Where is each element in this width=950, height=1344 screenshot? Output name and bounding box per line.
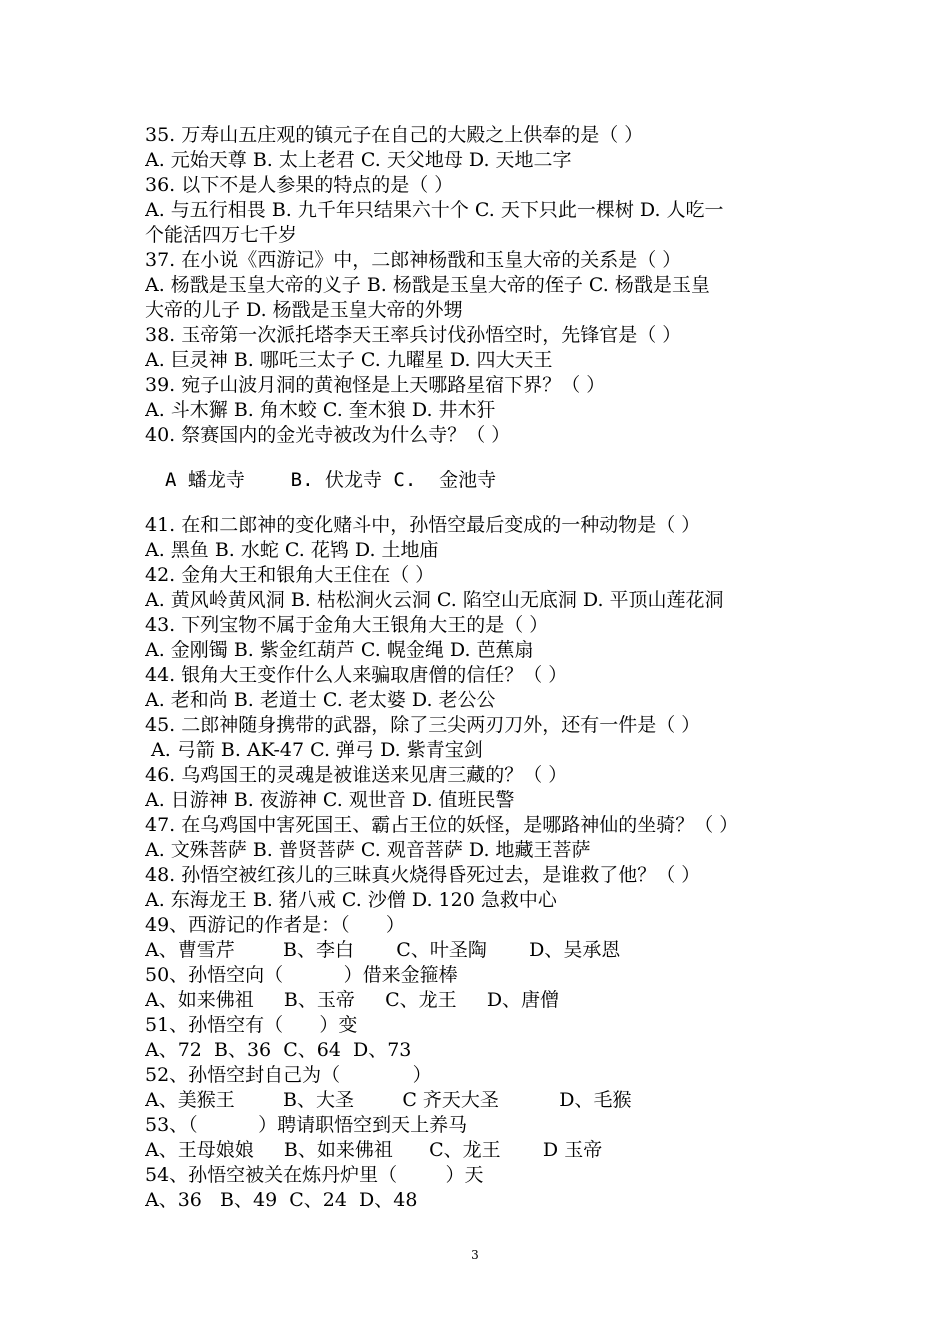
text-line: 38. 玉帝第一次派托塔李天王率兵讨伐孙悟空时，先锋官是（ ） — [145, 324, 682, 346]
text-line: 44. 银角大王变作什么人来骗取唐僧的信任？（ ） — [145, 664, 568, 686]
text-line: A、王母娘娘 B、如来佛祖 C、龙王 D 玉帝 — [145, 1139, 603, 1161]
questions-35-40 — [145, 123, 815, 448]
question-40-options: A 蟠龙寺 B. 伏龙寺 C. 金池寺 — [165, 469, 497, 491]
text-line: 40. 祭赛国内的金光寺被改为什么寺？（ ） — [145, 424, 511, 446]
text-line: 35. 万寿山五庄观的镇元子在自己的大殿之上供奉的是（ ） — [145, 124, 644, 146]
text-line: 53、（ ）聘请职悟空到天上养马 — [145, 1114, 468, 1136]
text-line: 46. 乌鸡国王的灵魂是被谁送来见唐三藏的？（ ） — [145, 764, 568, 786]
text-line: 大帝的儿子 D. 杨戬是玉皇大帝的外甥 — [145, 299, 463, 321]
text-line: A、美猴王 B、大圣 C 齐天大圣 D、毛猴 — [145, 1089, 632, 1111]
text-line: 50、孙悟空向（ ）借来金箍棒 — [145, 964, 458, 986]
text-line: A. 黄风岭黄风洞 B. 枯松涧火云洞 C. 陷空山无底洞 D. 平顶山莲花洞 — [145, 589, 724, 611]
text-line: 47. 在乌鸡国中害死国王、霸占王位的妖怪，是哪路神仙的坐骑？（ ） — [145, 814, 739, 836]
text-line: A. 弓箭 B. AK-47 C. 弹弓 D. 紫青宝剑 — [145, 739, 483, 761]
text-line: 39. 宛子山波月洞的黄袍怪是上天哪路星宿下界？（ ） — [145, 374, 606, 396]
text-line: 36. 以下不是人参果的特点的是（ ） — [145, 174, 454, 196]
text-line: A. 日游神 B. 夜游神 C. 观世音 D. 值班民警 — [145, 789, 515, 811]
text-line: 54、孙悟空被关在炼丹炉里（ ）天 — [145, 1164, 484, 1186]
text-line: A. 与五行相畏 B. 九千年只结果六十个 C. 天下只此一棵树 D. 人吃一 — [145, 199, 724, 221]
questions-41-54 — [145, 513, 815, 1213]
text-line: 个能活四万七千岁 — [145, 224, 298, 246]
text-line: 45. 二郎神随身携带的武器，除了三尖两刃刀外，还有一件是（ ） — [145, 714, 701, 736]
text-line: A、如来佛祖 B、玉帝 C、龙王 D、唐僧 — [145, 989, 560, 1011]
text-line: 52、孙悟空封自己为（ ） — [145, 1064, 432, 1086]
text-line: A. 黑鱼 B. 水蛇 C. 花鸨 D. 土地庙 — [145, 539, 439, 561]
text-line: A. 老和尚 B. 老道士 C. 老太婆 D. 老公公 — [145, 689, 496, 711]
text-line: A. 元始天尊 B. 太上老君 C. 天父地母 D. 天地二字 — [145, 149, 572, 171]
text-line: A. 杨戬是玉皇大帝的义子 B. 杨戬是玉皇大帝的侄子 C. 杨戬是玉皇 — [145, 274, 710, 296]
document-body — [145, 123, 815, 1213]
text-line: A. 金刚镯 B. 紫金红葫芦 C. 幌金绳 D. 芭蕉扇 — [145, 639, 534, 661]
page-number: 3 — [471, 1248, 479, 1262]
text-line: A. 文殊菩萨 B. 普贤菩萨 C. 观音菩萨 D. 地藏王菩萨 — [145, 839, 591, 861]
text-line: 43. 下列宝物不属于金角大王银角大王的是（ ） — [145, 614, 549, 636]
text-line: A、72 B、36 C、64 D、73 — [145, 1039, 412, 1061]
text-line: A. 东海龙王 B. 猪八戒 C. 沙僧 D. 120 急救中心 — [145, 889, 557, 911]
text-line: A、36 B、49 C、24 D、48 — [145, 1189, 418, 1211]
text-line: 41. 在和二郎神的变化赌斗中，孙悟空最后变成的一种动物是（ ） — [145, 514, 701, 536]
text-line: 42. 金角大王和银角大王住在（ ） — [145, 564, 435, 586]
text-line: 49、西游记的作者是：（ ） — [145, 914, 405, 936]
text-line: A. 巨灵神 B. 哪吒三太子 C. 九曜星 D. 四大天王 — [145, 349, 553, 371]
text-line: 51、孙悟空有（ ）变 — [145, 1014, 358, 1036]
text-line: 48. 孙悟空被红孩儿的三昧真火烧得昏死过去，是谁救了他？（ ） — [145, 864, 701, 886]
text-line: A. 斗木獬 B. 角木蛟 C. 奎木狼 D. 井木犴 — [145, 399, 496, 421]
text-line: 37. 在小说《西游记》中，二郎神杨戬和玉皇大帝的关系是（ ） — [145, 249, 682, 271]
text-line: A、曹雪芹 B、李白 C、叶圣陶 D、吴承恩 — [145, 939, 621, 961]
